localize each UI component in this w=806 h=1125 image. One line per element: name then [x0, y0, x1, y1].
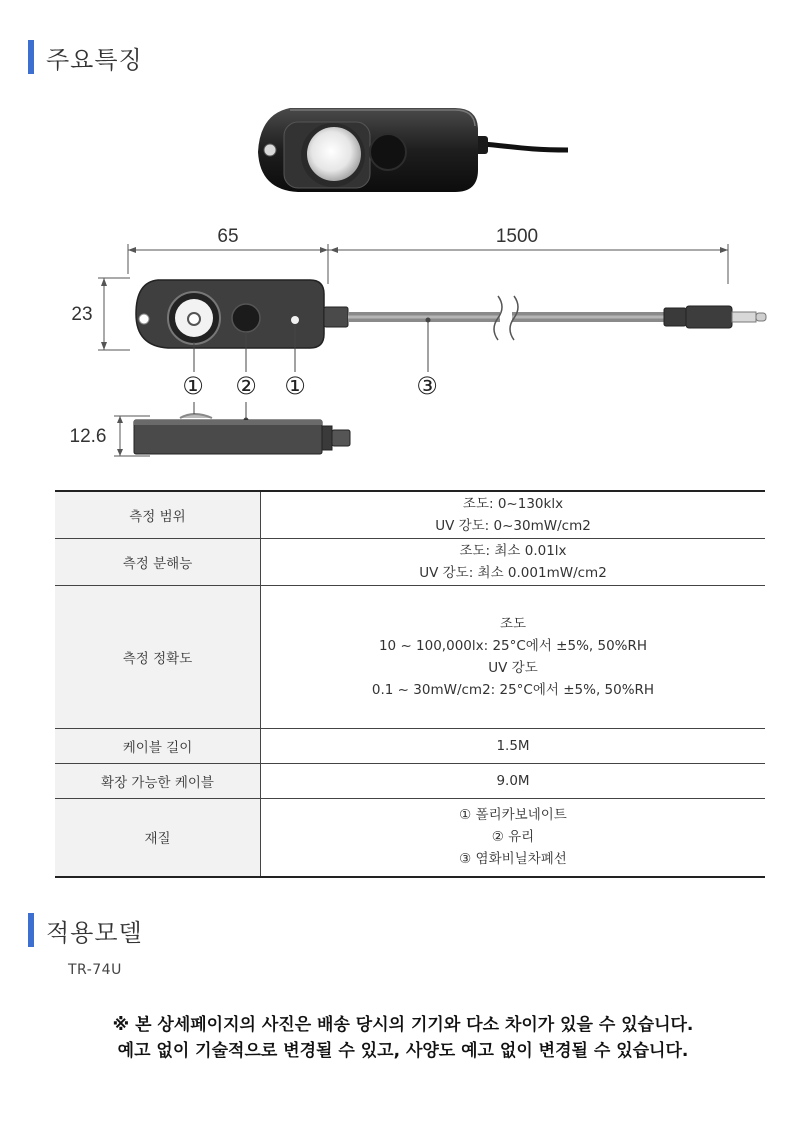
spec-value — [261, 538, 766, 585]
spec-value-line: 1.5M — [496, 737, 530, 754]
notice-line: ※ 본 상세페이지의 사진은 배송 당시의 기기와 다소 차이가 있을 수 있습니다. — [112, 1015, 694, 1035]
spec-label: 측정 범위 — [55, 491, 261, 538]
spec-label: 케이블 길이 — [55, 728, 261, 763]
spec-value-line: ② 유리 — [491, 829, 535, 846]
heading-accent-bar — [28, 40, 34, 74]
spec-label: 확장 가능한 케이블 — [55, 763, 261, 798]
spec-value-line: UV 강도 — [488, 659, 538, 676]
table-row — [55, 728, 765, 763]
spec-value-line: UV 강도: 최소 0.001mW/cm2 — [419, 564, 607, 581]
callout-2: ② — [235, 372, 257, 400]
spec-value — [261, 763, 766, 798]
spec-value-line: 조도 — [499, 615, 527, 632]
features-heading — [28, 40, 143, 74]
heading-accent-bar — [28, 913, 34, 947]
spec-value-line: 0.1 ~ 30mW/cm2: 25°C에서 ±5%, 50%RH — [371, 681, 655, 698]
model-name: TR-74U — [68, 962, 122, 978]
spec-value-line: 조도: 0~130klx — [462, 495, 564, 512]
spec-value-line: 9.0M — [496, 772, 530, 789]
dim-height: 23 — [71, 304, 93, 325]
spec-value-line: ③ 염화비닐차폐선 — [459, 851, 567, 868]
spec-table — [55, 490, 765, 878]
sensor-photo — [250, 100, 570, 200]
table-row — [55, 491, 765, 538]
table-row — [55, 538, 765, 585]
table-row — [55, 763, 765, 798]
dimension-diagram — [60, 222, 780, 467]
spec-value-line: UV 강도: 0~30mW/cm2 — [435, 517, 591, 534]
models-heading — [28, 913, 143, 947]
table-row — [55, 585, 765, 728]
callout-3: ③ — [416, 372, 438, 400]
features-title: 주요특징 — [46, 45, 143, 74]
spec-value-line: 10 ~ 100,000lx: 25°C에서 ±5%, 50%RH — [378, 637, 648, 654]
dim-cable: 1500 — [495, 226, 539, 247]
dim-length: 65 — [217, 226, 239, 247]
spec-label: 측정 정확도 — [55, 585, 261, 728]
models-title: 적용모델 — [46, 918, 143, 947]
callout-1b: ① — [284, 372, 306, 400]
notice — [0, 1012, 806, 1064]
spec-value — [261, 491, 766, 538]
dim-thickness: 12.6 — [69, 426, 107, 447]
table-row — [55, 798, 765, 877]
spec-value — [261, 728, 766, 763]
spec-label: 재질 — [55, 798, 261, 877]
spec-label: 측정 분해능 — [55, 538, 261, 585]
notice-line: 예고 없이 기술적으로 변경될 수 있고, 사양도 예고 없이 변경될 수 있습니다. — [117, 1041, 689, 1061]
spec-value-line: ① 폴리카보네이트 — [459, 807, 567, 824]
spec-value-line: 조도: 최소 0.01lx — [459, 542, 567, 559]
callout-1: ① — [182, 372, 204, 400]
spec-value — [261, 585, 766, 728]
spec-value — [261, 798, 766, 877]
